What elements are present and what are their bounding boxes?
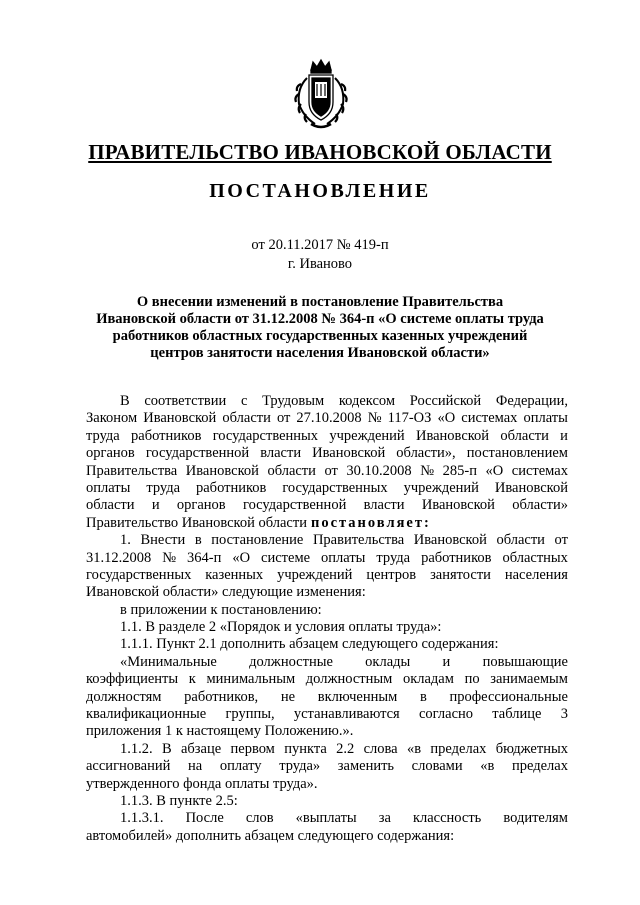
body-word: «в xyxy=(406,740,422,757)
body-line xyxy=(86,532,568,549)
body-word: № xyxy=(162,549,177,566)
body-word: и xyxy=(560,427,568,444)
body-line xyxy=(86,602,568,619)
body-word: должностные xyxy=(249,653,333,670)
body-word: 1.1.2. xyxy=(120,740,153,757)
body-word: «выплаты xyxy=(295,810,357,827)
body-word: области xyxy=(86,497,135,514)
title-line: центров занятости населения Ивановской области» xyxy=(150,345,490,361)
body-line xyxy=(86,393,568,410)
body-word: системе xyxy=(261,549,311,566)
body-line xyxy=(86,497,568,514)
body-line xyxy=(86,793,568,810)
body-word: Ивановской xyxy=(494,479,568,496)
body-line xyxy=(86,758,568,775)
body-word: № xyxy=(420,462,435,479)
body-word: от xyxy=(276,410,291,427)
body-word: работников xyxy=(196,479,267,496)
body-word: Трудовым xyxy=(262,393,325,409)
body-word: минимальным xyxy=(206,671,296,688)
body-word: оплаты xyxy=(321,549,366,566)
body-word: В xyxy=(161,740,172,757)
body-word: окладам xyxy=(402,671,454,688)
body-word: 31.12.2008 xyxy=(86,549,152,566)
body-word: учреждений xyxy=(277,566,353,583)
body-word: постановление xyxy=(211,532,304,549)
body-line xyxy=(86,550,568,567)
body-word: области xyxy=(267,462,316,479)
body-word: оклады xyxy=(365,653,411,670)
body-word: 1. xyxy=(120,532,131,549)
body-word: пункта xyxy=(284,740,327,757)
body-word: 117-ОЗ xyxy=(387,410,432,427)
body-word: учреждений xyxy=(329,427,405,444)
body-word: 1.1.3.1. xyxy=(120,810,164,827)
body-word: за xyxy=(378,810,391,827)
coat-of-arms-emblem xyxy=(291,58,351,132)
body-word: центров xyxy=(366,566,417,583)
body-word: органов xyxy=(176,497,226,514)
decree-keyword: постановляет: xyxy=(310,514,431,531)
body-word: Законом xyxy=(86,410,138,427)
document-body xyxy=(86,393,568,845)
body-word: на xyxy=(188,758,203,775)
body-line xyxy=(86,584,568,601)
body-word: водителям xyxy=(503,810,568,827)
body-line xyxy=(86,428,568,445)
body-word: бюджетных xyxy=(495,740,568,757)
title-line: Ивановской области от 31.12.2008 № 364-п «О системе оплаты труда xyxy=(96,311,544,327)
body-word: от xyxy=(324,462,338,479)
body-word: Правительство Ивановской области xyxy=(86,514,307,531)
body-word: должностным xyxy=(305,671,393,688)
body-word: государственной xyxy=(145,445,250,462)
body-word: приложения 1 к настоящему Положению.». xyxy=(86,723,354,740)
body-line xyxy=(86,723,568,740)
body-word: области» xyxy=(512,497,568,514)
body-word: Российской xyxy=(409,393,482,409)
body-line xyxy=(86,671,568,688)
body-word: области xyxy=(222,410,271,427)
body-word: 1.1. В разделе 2 «Порядок и условия оплаты труда»: xyxy=(120,619,442,636)
body-word: «О xyxy=(437,410,456,427)
body-word: 364-п xyxy=(187,549,222,566)
body-word: в xyxy=(194,532,202,549)
body-word: 1.1.3. В пункте 2.5: xyxy=(120,792,238,809)
body-word: первом xyxy=(230,740,275,757)
body-word: Внести xyxy=(140,532,186,549)
body-word: труда xyxy=(146,479,181,496)
body-line xyxy=(86,619,568,636)
body-word: слов xyxy=(245,810,274,827)
body-word: государственных xyxy=(212,427,319,444)
body-word: занимаемым xyxy=(490,671,568,688)
body-word: учреждений xyxy=(403,479,479,496)
body-word: оплаты xyxy=(523,410,568,427)
body-word: ассигнований xyxy=(86,758,171,775)
body-word: власти xyxy=(363,497,405,514)
body-word: с xyxy=(240,393,248,409)
body-line xyxy=(86,445,568,462)
body-word: Ивановской xyxy=(415,427,490,444)
body-word: «О xyxy=(232,549,251,566)
body-word: области xyxy=(500,427,549,444)
body-word: органов xyxy=(86,445,135,462)
body-line xyxy=(86,706,568,723)
body-word: труда» xyxy=(279,758,321,775)
body-line xyxy=(86,776,568,793)
body-word: власти xyxy=(260,445,302,462)
body-word: области», xyxy=(396,445,456,462)
body-word: Ивановской xyxy=(312,445,386,462)
body-word: коэффициенты xyxy=(86,671,179,688)
date-number-line: от 20.11.2017 № 419-п xyxy=(251,237,389,253)
body-word: В xyxy=(120,393,130,409)
body-word: занятости xyxy=(430,566,491,583)
body-word: утвержденного фонда оплаты труда». xyxy=(86,775,318,792)
body-word: Ивановской xyxy=(185,462,259,479)
body-word: 27.10.2008 xyxy=(296,410,362,427)
body-word: государственной xyxy=(242,497,347,514)
body-word: повышающие xyxy=(482,653,568,670)
body-word: Ивановской xyxy=(413,532,487,549)
body-word: Правительства xyxy=(312,532,405,549)
body-line xyxy=(86,654,568,671)
body-word: пределах xyxy=(511,758,568,775)
body-word: согласно xyxy=(419,706,474,723)
body-word: в xyxy=(419,688,427,705)
body-line xyxy=(86,741,568,758)
body-word: классность xyxy=(412,810,482,827)
body-word: автомобилей» дополнить абзацем следующего содержания: xyxy=(86,827,455,844)
body-word: № xyxy=(367,410,382,427)
body-word: и xyxy=(151,497,160,514)
body-word: слова xyxy=(363,740,398,757)
body-word: по xyxy=(464,671,480,688)
body-word: кодексом xyxy=(338,393,396,409)
title-line: О внесении изменений в постановление Правительства xyxy=(136,294,504,310)
body-word: и xyxy=(442,653,451,670)
body-word: Ивановской xyxy=(421,497,495,514)
body-word: «в xyxy=(480,758,495,775)
body-word: работников, xyxy=(184,688,259,705)
title-line: работников областных государственных казенных учреждений xyxy=(112,328,528,344)
body-word: таблице xyxy=(492,706,542,723)
body-word: населения xyxy=(504,566,568,583)
body-word: профессиональные xyxy=(449,688,568,705)
city-line: г. Иваново xyxy=(287,256,353,272)
body-word: к xyxy=(188,671,196,688)
body-word: постановлением xyxy=(466,445,568,462)
body-word: системах xyxy=(511,462,568,479)
body-word: словами xyxy=(411,758,463,775)
body-word: работников xyxy=(131,427,202,444)
body-word: не xyxy=(280,688,296,705)
government-heading: ПРАВИТЕЛЬСТВО ИВАНОВСКОЙ ОБЛАСТИ xyxy=(88,140,552,164)
body-word: Ивановской области» следующие изменения: xyxy=(86,584,366,601)
body-line xyxy=(86,463,568,480)
body-word: работников xyxy=(421,549,492,566)
body-line xyxy=(86,480,568,497)
body-word: государственных xyxy=(282,479,388,496)
body-word: Ивановской xyxy=(143,410,217,427)
body-word: от xyxy=(554,532,568,549)
body-word: После xyxy=(185,810,224,827)
body-word: 285-п xyxy=(442,462,477,479)
body-word: включенным xyxy=(317,688,398,705)
body-word: Федерации, xyxy=(495,393,568,409)
body-word: заменить xyxy=(337,758,395,775)
body-line xyxy=(86,515,568,532)
body-word: оплаты xyxy=(86,479,131,496)
body-word: 2.2 xyxy=(336,740,355,757)
body-word: оплату xyxy=(219,758,262,775)
body-word: квалификационные xyxy=(86,706,207,723)
body-word: в приложении к постановлению: xyxy=(120,601,322,618)
body-word: области xyxy=(496,532,545,549)
body-word: труда xyxy=(376,549,411,566)
body-word: 3 xyxy=(560,706,568,723)
body-word: должностям xyxy=(86,688,162,705)
body-line xyxy=(86,636,568,653)
body-word: системах xyxy=(461,410,518,427)
body-word: областных xyxy=(502,549,568,566)
body-line xyxy=(86,810,568,827)
body-word: соответствии xyxy=(144,393,227,409)
body-word: 30.10.2008 xyxy=(346,462,412,479)
body-word: абзаце xyxy=(180,740,222,757)
body-line xyxy=(86,567,568,584)
body-word: казенных xyxy=(205,566,264,583)
body-word: устанавливаются xyxy=(293,706,400,723)
body-word: труда xyxy=(86,427,120,444)
body-word: государственных xyxy=(86,566,192,583)
document-type-heading: ПОСТАНОВЛЕНИЕ xyxy=(209,180,431,202)
body-word: Правительства xyxy=(86,462,178,479)
body-word: «Минимальные xyxy=(120,653,217,670)
body-line xyxy=(86,828,568,845)
body-line xyxy=(86,689,568,706)
body-word: группы, xyxy=(225,706,275,723)
body-word: «О xyxy=(485,462,504,479)
body-word: пределах xyxy=(430,740,487,757)
document-title xyxy=(80,294,560,362)
body-line xyxy=(86,410,568,427)
body-word: 1.1.1. Пункт 2.1 дополнить абзацем следующего содержания: xyxy=(120,636,499,653)
